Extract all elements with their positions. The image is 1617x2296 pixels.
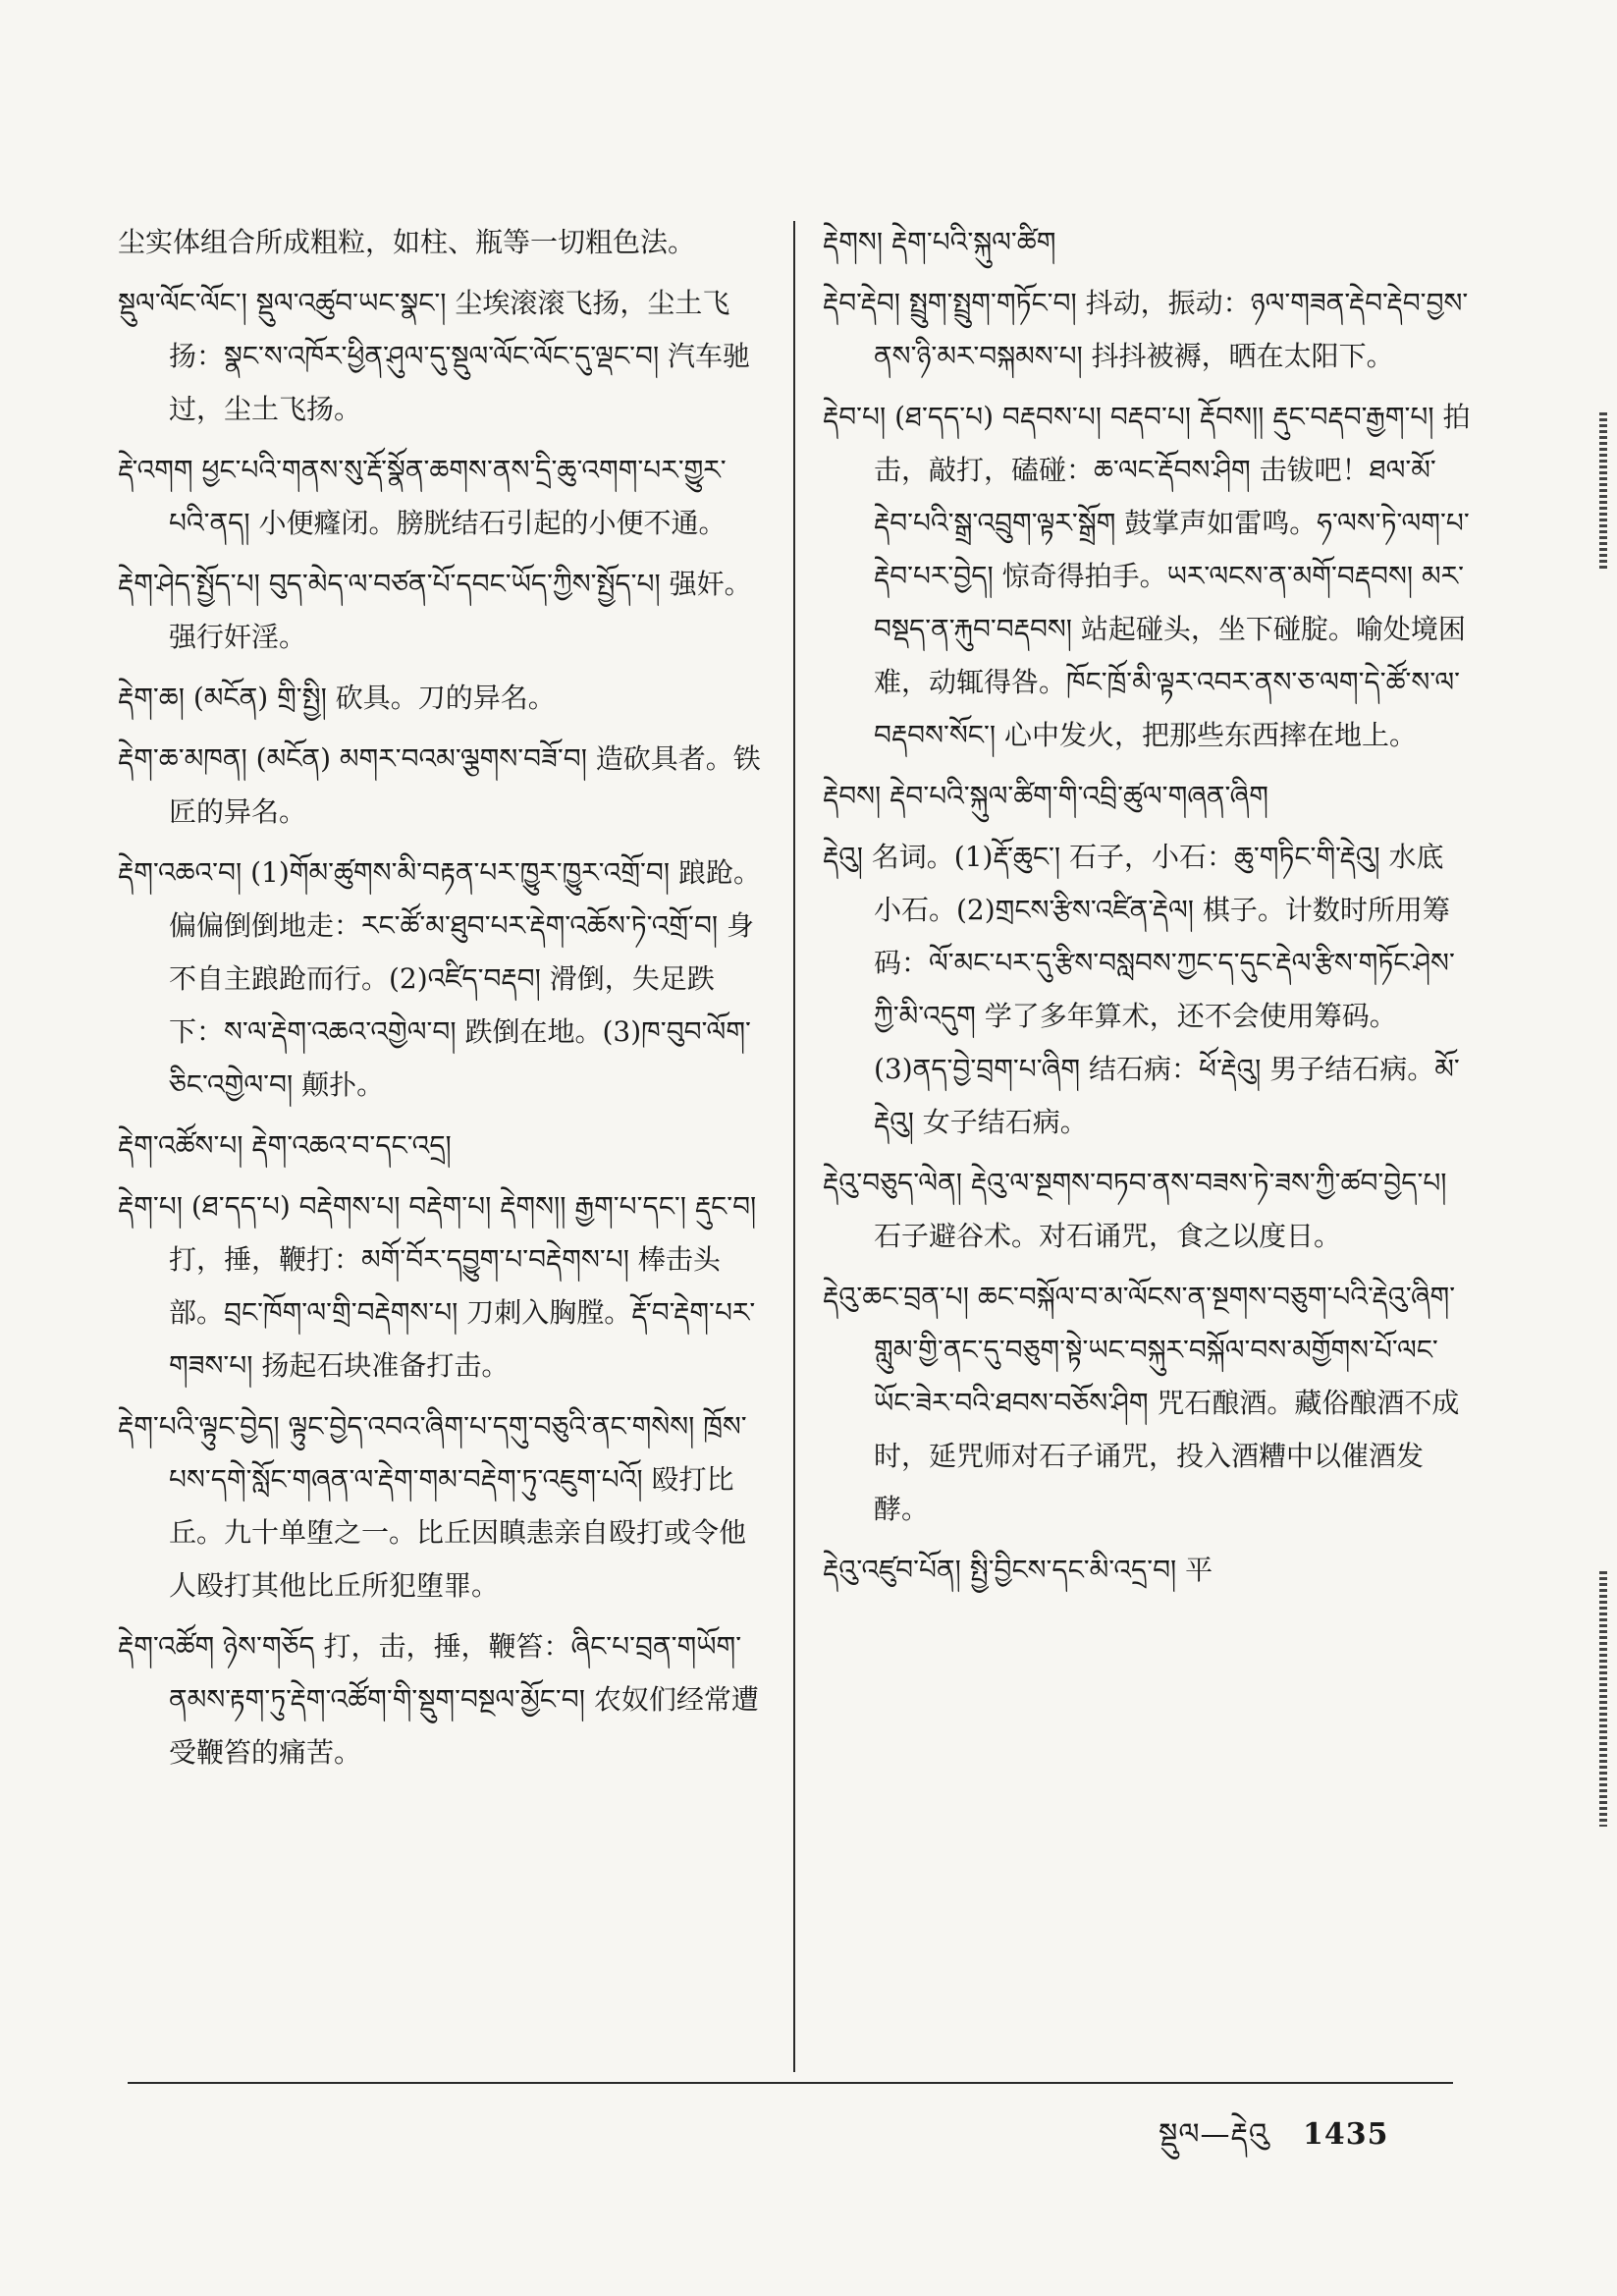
- entry: རྡེག་འཆའ་བ། (1)གོམ་ཚུགས་མི་བརྟན་པར་ཁྱུར་ཁྱུར་འགྲོ་བ། 踉跄。偏偏倒倒地走：རང་ཚོ་མ་ཐུབ་པར་རྡེག་འཆོས་ཏེ་འགྲོ་བ། 身不自主踉跄而行。(2)འཛིད་བརྡབ། 滑倒，失足跌下：ས་ལ་རྡེག་འཆའ་འགྱེལ་བ། 跌倒在地。(3)ཁ་བུབ་ལོག་ཅིང་འགྱེལ་བ། 颠扑。: [118, 856, 761, 1101]
- entry: རྡེག་ཆ་མཁན། (མངོན) མགར་བའམ་ལྕགས་བཟོ་བ། 造砍具者。铁匠的异名。: [118, 742, 761, 828]
- entry: རྡེག་ཤེད་སྤྱོད་པ། བུད་མེད་ལ་བཙན་པོ་དབང་ཡོད་ཀྱིས་སྤྱོད་པ། 强奸。强行奸淫。: [118, 568, 752, 653]
- entry: 尘实体组合所成粗粒，如柱、瓶等一切粗色法。: [118, 226, 696, 258]
- entry: རྡེགས། རྡེག་པའི་སྐུལ་ཚིག: [823, 226, 1056, 258]
- entry-range: སྡུལ—རྡེའུ: [1159, 2117, 1269, 2152]
- entry: རྡེག་འཚོས་པ། རྡེག་འཆའ་བ་དང་འདྲ།: [118, 1129, 452, 1162]
- page-number: 1435: [1302, 2117, 1389, 2152]
- entry: རྡེའུ་འཛུབ་པོན། སྤྱི་བྱིངས་དང་མི་འདྲ་བ། 平: [823, 1554, 1213, 1586]
- entry: རྡེའུ་ཆང་བྲན་པ། ཆང་བསྐོལ་བ་མ་ལོངས་ན་སྔགས་བཅུག་པའི་རྡེའུ་ཞིག་གླུམ་གྱི་ནང་དུ་བཅུག་སྟེ་ཡང་བསྐུར་བསྐོལ་བས་མགྱོགས་པོ་ལང་ཡོང་ཟེར་བའི་ཐབས་བཅོས་ཤིག 咒石酿酒。藏俗酿酒不成时，延咒师对石子诵咒，投入酒糟中以催酒发酵。: [823, 1281, 1460, 1525]
- entry: རྡེག་འཚོག ཉེས་གཅོད 打，击，捶，鞭笞：ཞིང་པ་བྲན་གཡོག་ནམས་རྟག་ཏུ་རྡེག་འཚོག་གི་སྡུག་བསྔལ་མྱོང་བ། 农奴们经常遭受鞭笞的痛苦。: [118, 1630, 759, 1769]
- left-column: [118, 216, 766, 1787]
- entry: རྡེག་པའི་ལྟུང་བྱེད། ལྟུང་བྱེད་འབའ་ཞིག་པ་དགུ་བཅུའི་ནང་གསེས། ཁྲོས་པས་དགེ་སློང་གཞན་ལ་རྡེག་གམ་བརྡེག་ཏུ་འཇུག་པའོ། 殴打比丘。九十单堕之一。比丘因瞋恚亲自殴打或令他人殴打其他比丘所犯堕罪。: [118, 1410, 747, 1602]
- entry: རྡེབས། རྡེབ་པའི་སྐུལ་ཚིག་གི་འབྲི་ཚུལ་གཞན་ཞིག: [823, 780, 1268, 812]
- entry: རྡེག་ཆ། (མངོན) གྲི་སྤྱི། 砍具。刀的异名。: [118, 682, 556, 714]
- entry: རྡེའུ། 名词。(1)རྡོ་ཆུང་། 石子，小石：ཆུ་གཏིང་གི་རྡེའུ། 水底小石。(2)གྲངས་རྩིས་འཛིན་རྡེལ། 棋子。计数时所用筹码：ལོ་མང་པར་དུ་རྩིས་བསླབས་ཀྱང་ད་དུང་རྡེལ་རྩིས་གཏོང་ཤེས་ཀྱི་མི་འདུག 学了多年算术，还不会使用筹码。(3)ནད་བྱེ་བྲག་པ་ཞིག 结石病：ཕོ་རྡེའུ། 男子结石病。མོ་རྡེའུ། 女子结石病。: [823, 841, 1460, 1138]
- entry: རྡེ་འགག ཕྱང་པའི་གནས་སུ་རྡོ་སྣོན་ཆགས་ནས་དྲི་ཆུ་འགག་པར་གྱུར་པའི་ནད། 小便癃闭。膀胱结石引起的小便不通。: [118, 454, 727, 539]
- entry: རྡེབ་པ། (ཐ་དད་པ) བརྡབས་པ། བརྡབ་པ། རྡོབས།། རྡུང་བརྡབ་རྒྱག་པ། 拍击，敲打，磕碰：ཆ་ལང་རྡོབས་ཤིག 击钹吧！ཐལ་མོ་རྡེབ་པའི་སྒྲ་འབྲུག་ལྟར་སྒྲོག 鼓掌声如雷鸣。ཧ་ལས་ཏེ་ལག་པ་རྡེབ་པར་བྱེད། 惊奇得拍手。ཡར་ལངས་ན་མགོ་བརྡབས། མར་བསྡད་ན་རྐུབ་བརྡབས། 站起碰头，坐下碰腚。喻处境困难，动辄得咎。ཁོང་ཁྲོ་མི་ལྟར་འབར་ནས་ཅ་ལག་དེ་ཚོ་ས་ལ་བརྡབས་སོང་། 心中发火，把那些东西摔在地上。: [823, 401, 1471, 751]
- page-footer: [1159, 2102, 1388, 2184]
- right-column: [823, 216, 1471, 1605]
- entry: རྡེའུ་བཅུད་ལེན། རྡེའུ་ལ་སྔགས་བཏབ་ནས་བཟས་ཏེ་ཟས་ཀྱི་ཚབ་བྱེད་པ། 石子避谷术。对石诵咒，食之以度日。: [823, 1167, 1447, 1252]
- edge-scan-mark: [1599, 412, 1607, 570]
- column-divider: [793, 221, 795, 2072]
- entry: རྡེག་པ། (ཐ་དད་པ) བརྡེགས་པ། བརྡེག་པ། རྡེགས།། རྒྱག་པ་དང་། རྡུང་བ། 打，捶，鞭打：མགོ་བོར་དབྱུག་པ་བརྡེགས་པ། 棒击头部。བྲང་ཁོག་ལ་གྲི་བརྡེགས་པ། 刀刺入胸膛。རྡོ་བ་རྡེག་པར་གཟས་པ། 扬起石块准备打击。: [118, 1190, 757, 1382]
- entry: རྡེབ་རྡེབ། སྤྲུག་སྤྲུག་གཏོང་བ། 抖动，振动：ཉལ་གཟན་རྡེབ་རྡེབ་བྱས་ནས་ཉི་མར་བསྐམས་པ། 抖抖被褥，晒在太阳下。: [823, 287, 1469, 372]
- entry: སྡུལ་ལོང་ལོང་། སྡུལ་འཚུབ་ཡང་སྣང་། 尘埃滚滚飞扬，尘土飞扬：སྣང་ས་འཁོར་ཕྱིན་ཤུལ་དུ་སྡུལ་ལོང་ལོང་དུ་ལྡང་བ། 汽车驰过，尘土飞扬。: [118, 287, 751, 425]
- edge-scan-mark: [1599, 1571, 1607, 1827]
- footer-rule: [128, 2082, 1453, 2084]
